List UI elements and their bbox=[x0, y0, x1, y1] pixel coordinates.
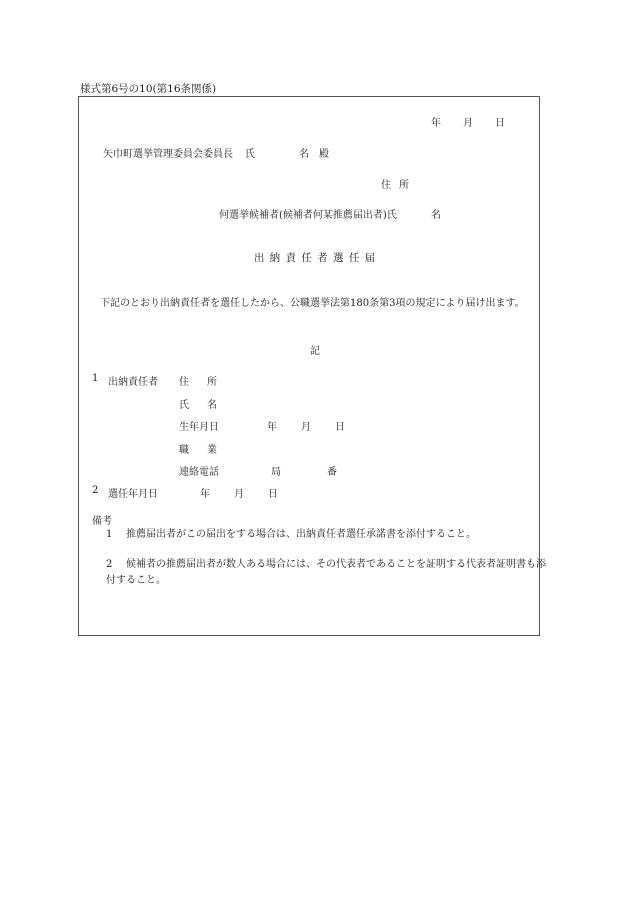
date-month-label: 月 bbox=[463, 118, 473, 129]
remarks-note-1 bbox=[93, 527, 546, 543]
committee-chair: 矢巾町選挙管理委員会委員長 bbox=[103, 149, 233, 160]
address-ju: 住 bbox=[381, 180, 391, 191]
address-sho: 所 bbox=[399, 180, 409, 191]
field-birthdate bbox=[179, 418, 345, 433]
item2-year: 年 bbox=[200, 489, 210, 500]
candidate-prefix: 何選挙候補者(候補者何某推薦届出者)氏 bbox=[219, 210, 397, 221]
item2-month: 月 bbox=[234, 489, 244, 500]
body-paragraph: 下記のとおり出納責任者を選任したから、公職選挙法第180条第3項の規定により届け出ます。 bbox=[90, 298, 525, 309]
item2-label-text: 選任年月日 bbox=[108, 489, 158, 500]
remarks-heading: 備考 bbox=[92, 516, 112, 527]
note2-number: 2 bbox=[106, 559, 113, 570]
field-address-char1: 住 bbox=[179, 377, 189, 388]
birthdate-month: 月 bbox=[301, 422, 311, 433]
item1-number: 1 bbox=[92, 373, 99, 384]
submitter-address-label bbox=[381, 176, 409, 191]
addressee-na: 名 bbox=[299, 149, 309, 160]
field-name-char2: 名 bbox=[207, 400, 217, 411]
item1-label: 出納責任者 bbox=[108, 377, 158, 388]
note1-text: 推薦届出者がこの届出をする場合は、出納責任者選任承諾書を添付すること。 bbox=[126, 529, 476, 540]
phone-kyoku: 局 bbox=[271, 467, 281, 478]
field-occupation bbox=[179, 441, 217, 456]
birthdate-label: 生年月日 bbox=[179, 422, 219, 433]
field-name-char1: 氏 bbox=[179, 400, 189, 411]
item2-day: 日 bbox=[268, 489, 278, 500]
candidate-line bbox=[219, 206, 441, 221]
ki-heading: 記 bbox=[310, 346, 320, 357]
birthdate-year: 年 bbox=[267, 422, 277, 433]
field-occupation-char2: 業 bbox=[207, 445, 217, 456]
note1-number: 1 bbox=[106, 529, 113, 540]
addressee-line bbox=[103, 145, 329, 160]
form-number: 様式第6号の10(第16条関係) bbox=[80, 83, 217, 95]
date-year-label: 年 bbox=[431, 118, 441, 129]
item2-number: 2 bbox=[92, 485, 99, 496]
date-day-label: 日 bbox=[495, 118, 505, 129]
field-occupation-char1: 職 bbox=[179, 445, 189, 456]
document-title: 出 納 責 任 者 選 任 届 bbox=[253, 252, 377, 264]
field-address bbox=[179, 373, 217, 388]
field-address-char2: 所 bbox=[207, 377, 217, 388]
item2-label bbox=[108, 485, 278, 500]
phone-label: 連絡電話 bbox=[179, 467, 219, 478]
remarks-note-2 bbox=[93, 557, 546, 589]
form-frame bbox=[78, 96, 540, 636]
field-name bbox=[179, 396, 217, 411]
candidate-na: 名 bbox=[430, 210, 441, 221]
note2-text: 候補者の推薦届出者が数人ある場合には、その代表者であることを証明する代表者証明書も添付すること。 bbox=[106, 559, 546, 586]
phone-ban: 番 bbox=[327, 467, 337, 478]
field-phone bbox=[179, 463, 337, 478]
date-line bbox=[431, 114, 505, 129]
birthdate-day: 日 bbox=[335, 422, 345, 433]
addressee-shi: 氏 bbox=[245, 149, 255, 160]
addressee-dono: 殿 bbox=[319, 149, 329, 160]
